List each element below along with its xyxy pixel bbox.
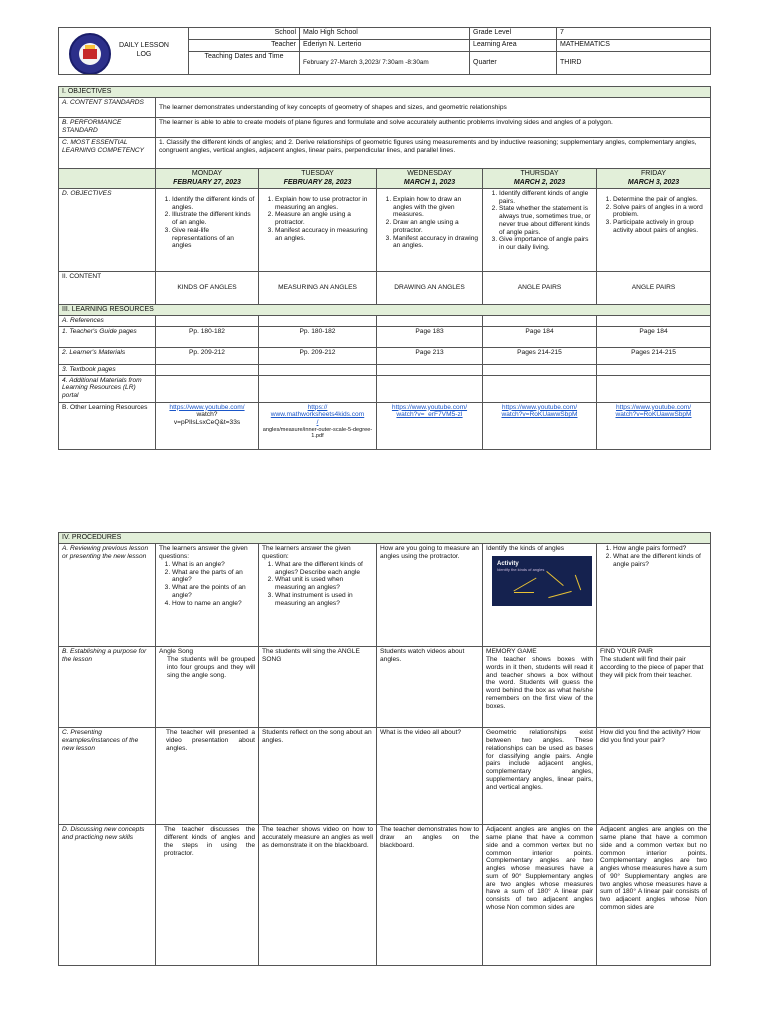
- quarter-value: THIRD: [557, 52, 711, 75]
- discussing-label: D. Discussing new concepts and practicing new skills: [59, 825, 156, 966]
- dates-value: February 27-March 3,2023/ 7:30am -8:30am: [300, 52, 470, 75]
- lm-pages: Page 213: [377, 347, 483, 364]
- day-header: MONDAY FEBRUARY 27, 2023: [156, 169, 259, 189]
- discussing-thursday: Adjacent angles are angles on the same plane that have a common side and a common vertex but no common interior points. Complementary angles are two angles whose measures have a sum of 90° Supplementary angles are two angles whose measures have a sum of 180° A linear pair consists of two adjacent angles whose Non common sides are: [483, 825, 597, 966]
- day-header: TUESDAY FEBRUARY 28, 2023: [259, 169, 377, 189]
- reviewing-thursday: Identify the kinds of angles Activity Identify the kinds of angles: [483, 544, 597, 647]
- content-item: DRAWING AN ANGLES: [377, 271, 483, 304]
- performance-standard-label: B. PERFORMANCE STANDARD: [59, 118, 156, 138]
- activity-image: Activity Identify the kinds of angles: [492, 556, 592, 606]
- lm-pages: Pp. 209-212: [156, 347, 259, 364]
- reviewing-label: A. Reviewing previous lesson or presenting the new lesson: [59, 544, 156, 647]
- document-title: DAILY LESSON LOG: [119, 42, 169, 59]
- resource-link-tuesday[interactable]: https:// www.mathworksheets4kids.com / angles/measure/inner-outer-scale-5-degree-1.pdf: [259, 402, 377, 449]
- tg-pages: Pp. 180-182: [156, 326, 259, 347]
- purpose-monday: Angle Song The students will be grouped into four groups and they will sing the angle song.: [156, 647, 259, 728]
- day-header: FRIDAY MARCH 3, 2023: [597, 169, 711, 189]
- presenting-wednesday: What is the video all about?: [377, 728, 483, 825]
- resource-link-monday[interactable]: https://www.youtube.com/ watch? v=pPIlsLsxCeQ&t=33s: [156, 402, 259, 449]
- content-standards-label: A. CONTENT STANDARDS: [59, 98, 156, 118]
- presenting-friday: How did you find the activity? How did you find your pair?: [597, 728, 711, 825]
- procedures-heading: IV. PROCEDURES: [59, 533, 711, 544]
- teacher-label: Teacher: [189, 40, 300, 52]
- quarter-label: Quarter: [470, 52, 557, 75]
- purpose-friday: FIND YOUR PAIR The student will find their pair according to the piece of paper that they will pick from their teacher.: [597, 647, 711, 728]
- monday-objectives: 1. Identify the different kinds of angles. 2. Illustrate the different kinds of an angle. 3. Give real-life representations of an angles: [156, 188, 259, 271]
- area-value: MATHEMATICS: [557, 40, 711, 52]
- resource-link-thursday[interactable]: https://www.youtube.com/ watch?v=RoKUawwSbpM: [483, 402, 597, 449]
- purpose-thursday: MEMORY GAME The teacher shows boxes with words in it then, students will read it and teacher shows a box without the word. Students will guess the word behind the box as what he/she remembers on the first view of the boxes.: [483, 647, 597, 728]
- reviewing-tuesday: The learners answer the given question: 1. What are the different kinds of angles? Describe each angle 2. What unit is used when measuring an angles? 3. What instrument is used in measuring an angles?: [259, 544, 377, 647]
- procedures-table: [58, 532, 711, 966]
- d-objectives-label: D. OBJECTIVES: [59, 188, 156, 271]
- reviewing-wednesday: How are you going to measure an angles using the protractor.: [377, 544, 483, 647]
- presenting-tuesday: Students reflect on the song about an angles.: [259, 728, 377, 825]
- day-header: THURSDAY MARCH 2, 2023: [483, 169, 597, 189]
- presenting-thursday: Geometric relationships exist between two angles. These relationships can be used as bases for classifying angle pairs. Angle pairs include adjacent angles, complementary angles, supplementary angles, linear pairs, and vertical angles.: [483, 728, 597, 825]
- friday-objectives: 1. Determine the pair of angles. 2. Solve pairs of angles in a word problem. 3. Participate actively in group activity about pairs of angles.: [597, 188, 711, 271]
- lm-pages: Pages 214-215: [483, 347, 597, 364]
- dates-label: Teaching Dates and Time: [189, 52, 300, 75]
- tg-pages: Page 183: [377, 326, 483, 347]
- content-item: ANGLE PAIRS: [597, 271, 711, 304]
- performance-standard-text: The learner is able to able to create models of plane figures and formulate and solve accurately authentic problems involving sides and angles of a polygon.: [156, 118, 711, 138]
- teacher-value: Ederiyn N. Lerterio: [300, 40, 470, 52]
- area-label: Learning Area: [470, 40, 557, 52]
- purpose-tuesday: The students will sing the ANGLE SONG: [259, 647, 377, 728]
- presenting-label: C. Presenting examples/instances of the new lesson: [59, 728, 156, 825]
- objectives-heading: I. OBJECTIVES: [59, 87, 711, 98]
- content-standards-text: The learner demonstrates understanding of key concepts of geometry of shapes and sizes, and geometric relationships: [156, 98, 711, 118]
- school-label: School: [189, 28, 300, 40]
- lm-label: 2. Learner's Materials: [59, 347, 156, 364]
- tuesday-objectives: 1. Explain how to use protractor in measuring an angles. 2. Measure an angle using a protractor. 3. Manifest accuracy in measuring an angles.: [259, 188, 377, 271]
- references-label: A. References: [59, 316, 156, 327]
- purpose-wednesday: Students watch videos about angles.: [377, 647, 483, 728]
- other-resources-label: B. Other Learning Resources: [59, 402, 156, 449]
- school-value: Malo High School: [300, 28, 470, 40]
- discussing-monday: The teacher discusses the different kinds of angles and the steps in using the protractor.: [156, 825, 259, 966]
- lm-pages: Pp. 209-212: [259, 347, 377, 364]
- header-table: [58, 27, 711, 75]
- objectives-table: [58, 86, 711, 450]
- additional-materials-label: 4. Additional Materials from Learning Resources (LR) portal: [59, 375, 156, 402]
- textbook-label: 3. Textbook pages: [59, 364, 156, 375]
- discussing-tuesday: The teacher shows video on how to accurately measure an angles as well as demonstrate it on the blackboard.: [259, 825, 377, 966]
- thursday-objectives: 1. Identify different kinds of angle pairs. 2. State whether the statement is always true, sometimes true, or never true about different kinds of angle pairs. 3. Give importance of angle pairs in our daily living.: [483, 188, 597, 271]
- presenting-monday: The teacher will presented a video presentation about angles.: [156, 728, 259, 825]
- content-label: II. CONTENT: [59, 271, 156, 304]
- resource-link-friday[interactable]: https://www.youtube.com/ watch?v=RoKUawwSbpM: [597, 402, 711, 449]
- discussing-wednesday: The teacher demonstrates how to draw an angles on the blackboard.: [377, 825, 483, 966]
- melc-label: C. MOST ESSENTIAL LEARNING COMPETENCY: [59, 138, 156, 169]
- discussing-friday: Adjacent angles are angles on the same plane that have a common side and a common vertex but no common interior points. Complementary angles are two angles whose measures have a sum of 90° Supplementary angles are two angles whose measures have a sum of 180° A linear pair consists of two adjacent angles whose Non common sides are: [597, 825, 711, 966]
- tg-pages: Page 184: [597, 326, 711, 347]
- tg-label: 1. Teacher's Guide pages: [59, 326, 156, 347]
- grade-value: 7: [557, 28, 711, 40]
- grade-label: Grade Level: [470, 28, 557, 40]
- reviewing-monday: The learners answer the given questions: 1. What is an angle? 2. What are the parts of an angle? 3. What are the points of an angle? 4. How to name an angle?: [156, 544, 259, 647]
- resource-link-wednesday[interactable]: https://www.youtube.com/ watch?v=_erF7VM5-zI: [377, 402, 483, 449]
- purpose-label: B. Establishing a purpose for the lesson: [59, 647, 156, 728]
- lm-pages: Pages 214-215: [597, 347, 711, 364]
- content-item: ANGLE PAIRS: [483, 271, 597, 304]
- content-item: MEASURING AN ANGLES: [259, 271, 377, 304]
- reviewing-friday: 1. How angle pairs formed? 2. What are the different kinds of angle pairs?: [597, 544, 711, 647]
- resources-heading: III. LEARNING RESOURCES: [59, 304, 711, 315]
- wednesday-objectives: 1. Explain how to draw an angles with the given measures. 2. Draw an angle using a protractor. 3. Manifest accuracy in drawing an angles.: [377, 188, 483, 271]
- day-header: WEDNESDAY MARCH 1, 2023: [377, 169, 483, 189]
- tg-pages: Pp. 180-182: [259, 326, 377, 347]
- tg-pages: Page 184: [483, 326, 597, 347]
- content-item: KINDS OF ANGLES: [156, 271, 259, 304]
- melc-text: 1. Classify the different kinds of angles; and 2. Derive relationships of geometric figures using measurements and by inductive reasoning; supplementary angles, complementary angles, congruent angles, vertical angles, adjacent angles, linear pairs, perpendicular lines, and parallel lines.: [156, 138, 711, 169]
